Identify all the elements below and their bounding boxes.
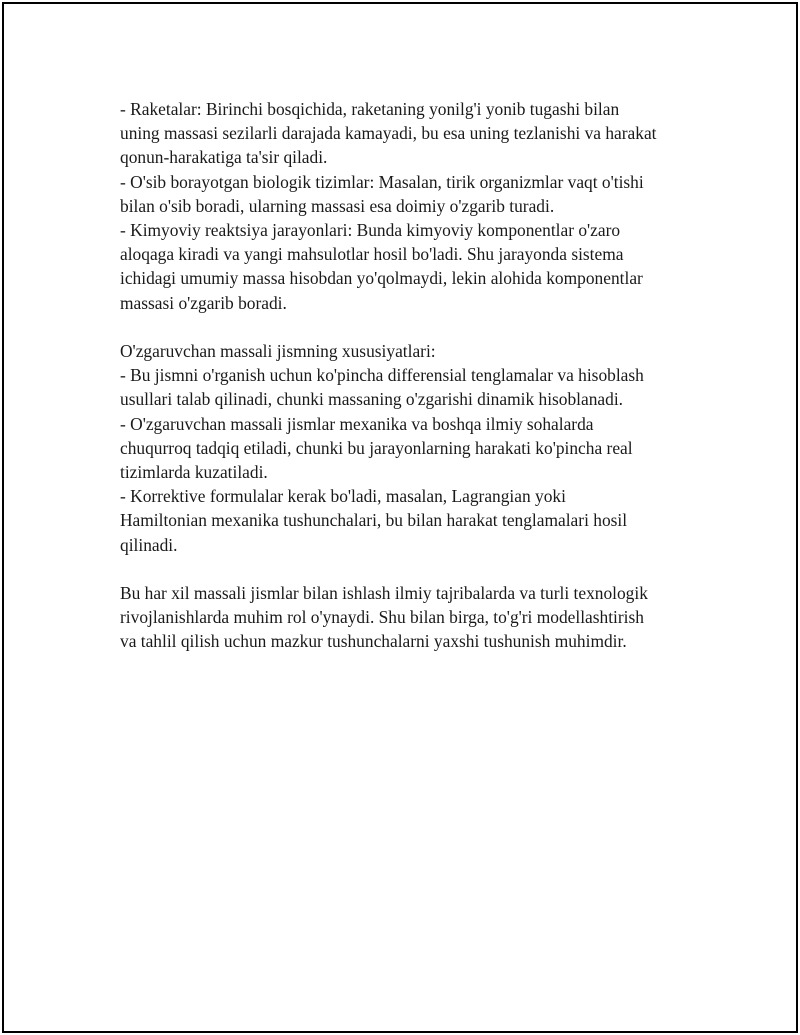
text-line: qilinadi. [120, 534, 178, 555]
text-line: aloqaga kiradi va yangi mahsulotlar hosil bo'ladi. Shu jarayonda sistema [120, 244, 624, 265]
text-line: bilan o'sib boradi, ularning massasi esa doimiy o'zgarib turadi. [120, 195, 555, 216]
text-line: chuqurroq tadqiq etiladi, chunki bu jarayonlarning harakati ko'pincha real [120, 437, 633, 458]
text-line: - Raketalar: Birinchi bosqichida, raketaning yonilg'i yonib tugashi bilan [120, 99, 620, 119]
text-line: - O'sib borayotgan biologik tizimlar: Masalan, tirik organizmlar vaqt o'tishi [120, 171, 644, 192]
text-line: - Kimyoviy reaktsiya jarayonlari: Bunda kimyoviy komponentlar o'zaro [120, 220, 621, 241]
text-line: - O'zgaruvchan massali jismlar mexanika va boshqa ilmiy sohalarda [120, 413, 594, 434]
text-line: uning massasi sezilarli darajada kamayadi, bu esa uning tezlanishi va harakat [120, 123, 657, 144]
text-line: - Bu jismni o'rganish uchun ko'pincha differensial tenglamalar va hisoblash [120, 365, 644, 386]
text-line: ichidagi umumiy massa hisobdan yo'qolmaydi, lekin alohida komponentlar [120, 268, 643, 289]
section-heading: O'zgaruvchan massali jismning xususiyatlari: [120, 341, 436, 362]
text-line: massasi o'zgarib boradi. [120, 292, 287, 313]
document-body [120, 97, 720, 654]
text-line: qonun-harakatiga ta'sir qiladi. [120, 147, 328, 168]
text-line: va tahlil qilish uchun mazkur tushunchalarni yaxshi tushunish muhimdir. [120, 631, 627, 652]
text-line: tizimlarda kuzatiladi. [120, 462, 268, 483]
text-line: usullari talab qilinadi, chunki massaning o'zgarishi dinamik hisoblanadi. [120, 389, 624, 410]
text-line: Hamiltonian mexanika tushunchalari, bu bilan harakat tenglamalari hosil [120, 510, 628, 531]
page-frame [2, 2, 798, 1033]
text-line: Bu har xil massali jismlar bilan ishlash ilmiy tajribalarda va turli texnologik [120, 583, 648, 604]
text-line: - Korrektive formulalar kerak bo'ladi, masalan, Lagrangian yoki [120, 486, 566, 507]
paragraph-gap [120, 557, 720, 581]
text-line: rivojlanishlarda muhim rol o'ynaydi. Shu bilan birga, to'g'ri modellashtirish [120, 607, 644, 628]
paragraph-gap [120, 315, 720, 339]
